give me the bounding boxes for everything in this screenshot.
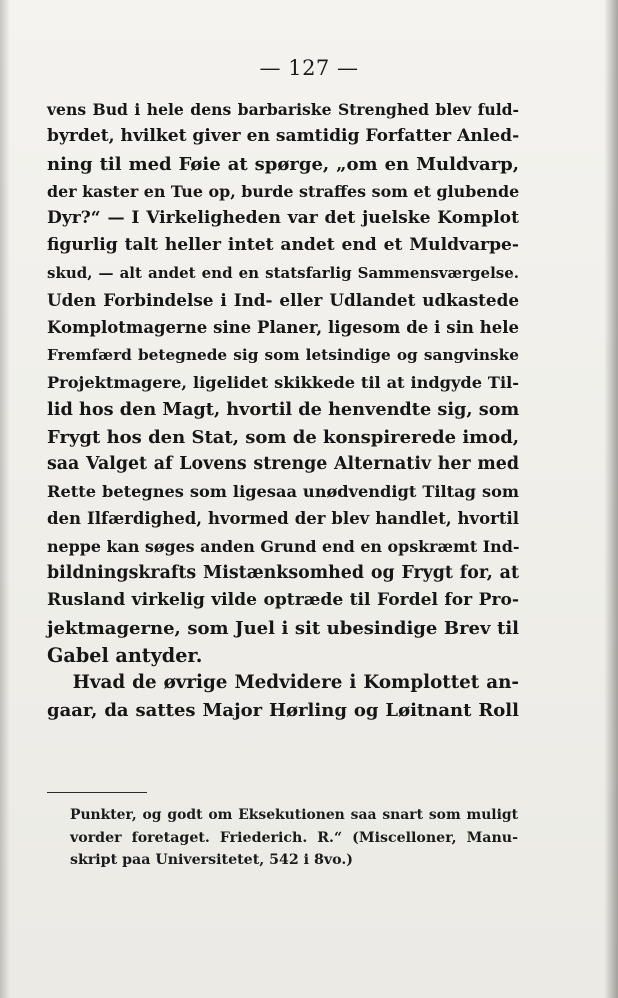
footnote-line: vorder foretaget. Friederich. R.“ (Miscelloner, Manu- [70,829,518,846]
text-line: Uden Forbindelse i Ind- eller Udlandet udkastede [47,290,519,311]
text-line: Hvad de øvrige Medvidere i Komplottet an- [72,672,519,694]
text-line: jektmagerne, som Juel i sit ubesindige Brev til [47,617,519,639]
text-line: Fremfærd betegnede sig som letsindige og sangvinske [47,345,519,364]
text-line: neppe kan søges anden Grund end en opskræmt Ind- [47,536,520,556]
text-line: figurlig talt heller intet andet end et Muldvarpe- [47,235,519,256]
text-line: Rusland virkelig vilde optræde til Fordel for Pro- [47,590,519,611]
footnote-divider [47,792,147,793]
text-line: saa Valget af Lovens strenge Alternativ her med [47,453,519,474]
text-line: byrdet, hvilket giver en samtidig Forfatter Anled- [47,126,520,147]
text-line: gaar, da sattes Major Hørling og Løitnant Roll [47,699,519,721]
page-number: — 127 — [259,56,359,80]
text-line: den Ilfærdighed, hvormed der blev handlet, hvortil [47,509,519,529]
text-line: Rette betegnes som ligesaa unødvendigt Tiltag som [47,482,519,502]
text-line: der kaster en Tue op, burde straffes som et glubende [47,181,520,201]
text-line: Gabel antyder. [47,643,203,667]
text-line: Dyr?“ — I Virkeligheden var det juelske Komplot [47,208,519,229]
footnote [70,804,518,872]
text-line: Projektmagere, ligelidet skikkede til at indgyde Til- [47,372,519,392]
footnote-line: skript paa Universitetet, 542 i 8vo.) [70,852,353,868]
text-line: vens Bud i hele dens barbariske Strenghed blev fuld- [47,100,519,119]
text-line: lid hos den Magt, hvortil de henvendte sig, som [47,399,520,421]
footnote-line: Punkter, og godt om Eksekutionen saa snart som muligt [70,807,518,823]
text-line: Frygt hos den Stat, som de konspirerede imod, [47,426,520,448]
body-text [47,96,519,724]
text-line: ning til med Føie at spørge, „om en Muldvarp, [47,153,519,175]
text-line: skud, — alt andet end en statsfarlig Sammensværgelse. [47,263,519,282]
text-line: Komplotmagerne sine Planer, ligesom de i sin hele [47,318,519,338]
text-line: bildningskrafts Mistænksomhed og Frygt for, at [47,563,519,584]
